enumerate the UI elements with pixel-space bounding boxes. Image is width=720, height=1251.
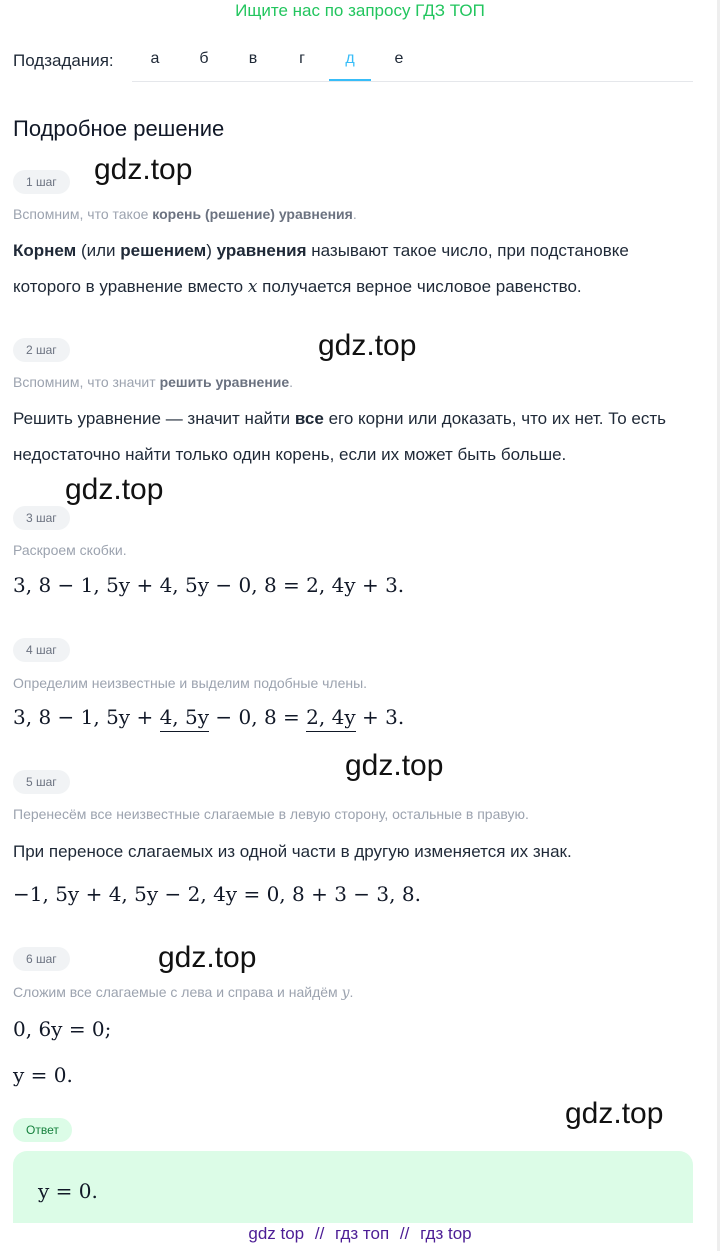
step-badge: 6 шаг xyxy=(13,947,70,971)
step-badge: 5 шаг xyxy=(13,770,70,794)
watermark: gdz.top xyxy=(65,473,164,506)
step-badge: 2 шаг xyxy=(13,338,70,362)
answer-badge: Ответ xyxy=(13,1118,72,1142)
footer-links xyxy=(0,1224,720,1244)
step-hint: Перенесём все неизвестные слагаемые в левую сторону, остальные в правую. xyxy=(13,806,529,822)
step-badge: 1 шаг xyxy=(13,170,70,194)
tab-g[interactable]: г xyxy=(299,50,305,67)
footer-link[interactable]: гдз топ xyxy=(335,1224,390,1243)
step-equation: 3, 8 − 1, 5y + 4, 5y − 0, 8 = 2, 4y + 3. xyxy=(13,573,405,597)
subtasks-label: Подзадания: xyxy=(13,51,114,70)
step-equation: 0, 6y = 0; xyxy=(13,1017,112,1041)
step-equation: 3, 8 − 1, 5y + 4, 5y − 0, 8 = 2, 4y + 3. xyxy=(13,705,404,729)
answer-box xyxy=(13,1151,693,1223)
tab-v[interactable]: в xyxy=(248,50,258,67)
watermark: gdz.top xyxy=(565,1097,664,1130)
step-hint: Определим неизвестные и выделим подобные члены. xyxy=(13,675,368,691)
tab-d[interactable]: д xyxy=(329,50,371,81)
step-hint: Сложим все слагаемые с лева и справа и найдём y. xyxy=(13,984,354,1001)
watermark: gdz.top xyxy=(345,749,444,782)
step-hint: Вспомним, что значит решить уравнение. xyxy=(13,374,294,390)
watermark: gdz.top xyxy=(94,153,193,186)
footer-separator: // xyxy=(399,1224,410,1243)
footer-link[interactable]: гдз top xyxy=(420,1224,472,1243)
watermark: gdz.top xyxy=(158,941,257,974)
search-banner: Ищите нас по запросу ГДЗ ТОП xyxy=(235,1,485,20)
step-equation: −1, 5y + 4, 5y − 2, 4y = 0, 8 + 3 − 3, 8. xyxy=(13,882,421,906)
step-hint: Вспомним, что такое корень (решение) уравнения. xyxy=(13,206,357,222)
tab-a[interactable]: а xyxy=(150,50,160,67)
step-text: Корнем (или решением) уравнения называют такое число, при подстановке которого в уравнение вместо x получается верное числовое равенство. xyxy=(13,241,629,297)
step-badge: 4 шаг xyxy=(13,638,70,662)
step-text: При переносе слагаемых из одной части в другую изменяется их знак. xyxy=(13,842,572,861)
watermark: gdz.top xyxy=(318,329,417,362)
subtask-tabs xyxy=(132,40,693,82)
footer-link[interactable]: gdz top xyxy=(248,1224,305,1243)
step-badge: 3 шаг xyxy=(13,506,70,530)
tab-e[interactable]: е xyxy=(394,50,404,67)
step-equation: y = 0. xyxy=(13,1063,73,1087)
step-text: Решить уравнение — значит найти все его корни или доказать, что их нет. То есть недостаточно найти только один корень, если их может быть больше. xyxy=(13,409,667,464)
solution-title: Подробное решение xyxy=(13,116,225,141)
tab-b[interactable]: б xyxy=(199,50,209,67)
answer-value: y = 0. xyxy=(38,1179,98,1203)
footer-separator: // xyxy=(314,1224,325,1243)
step-hint: Раскроем скобки. xyxy=(13,542,127,558)
